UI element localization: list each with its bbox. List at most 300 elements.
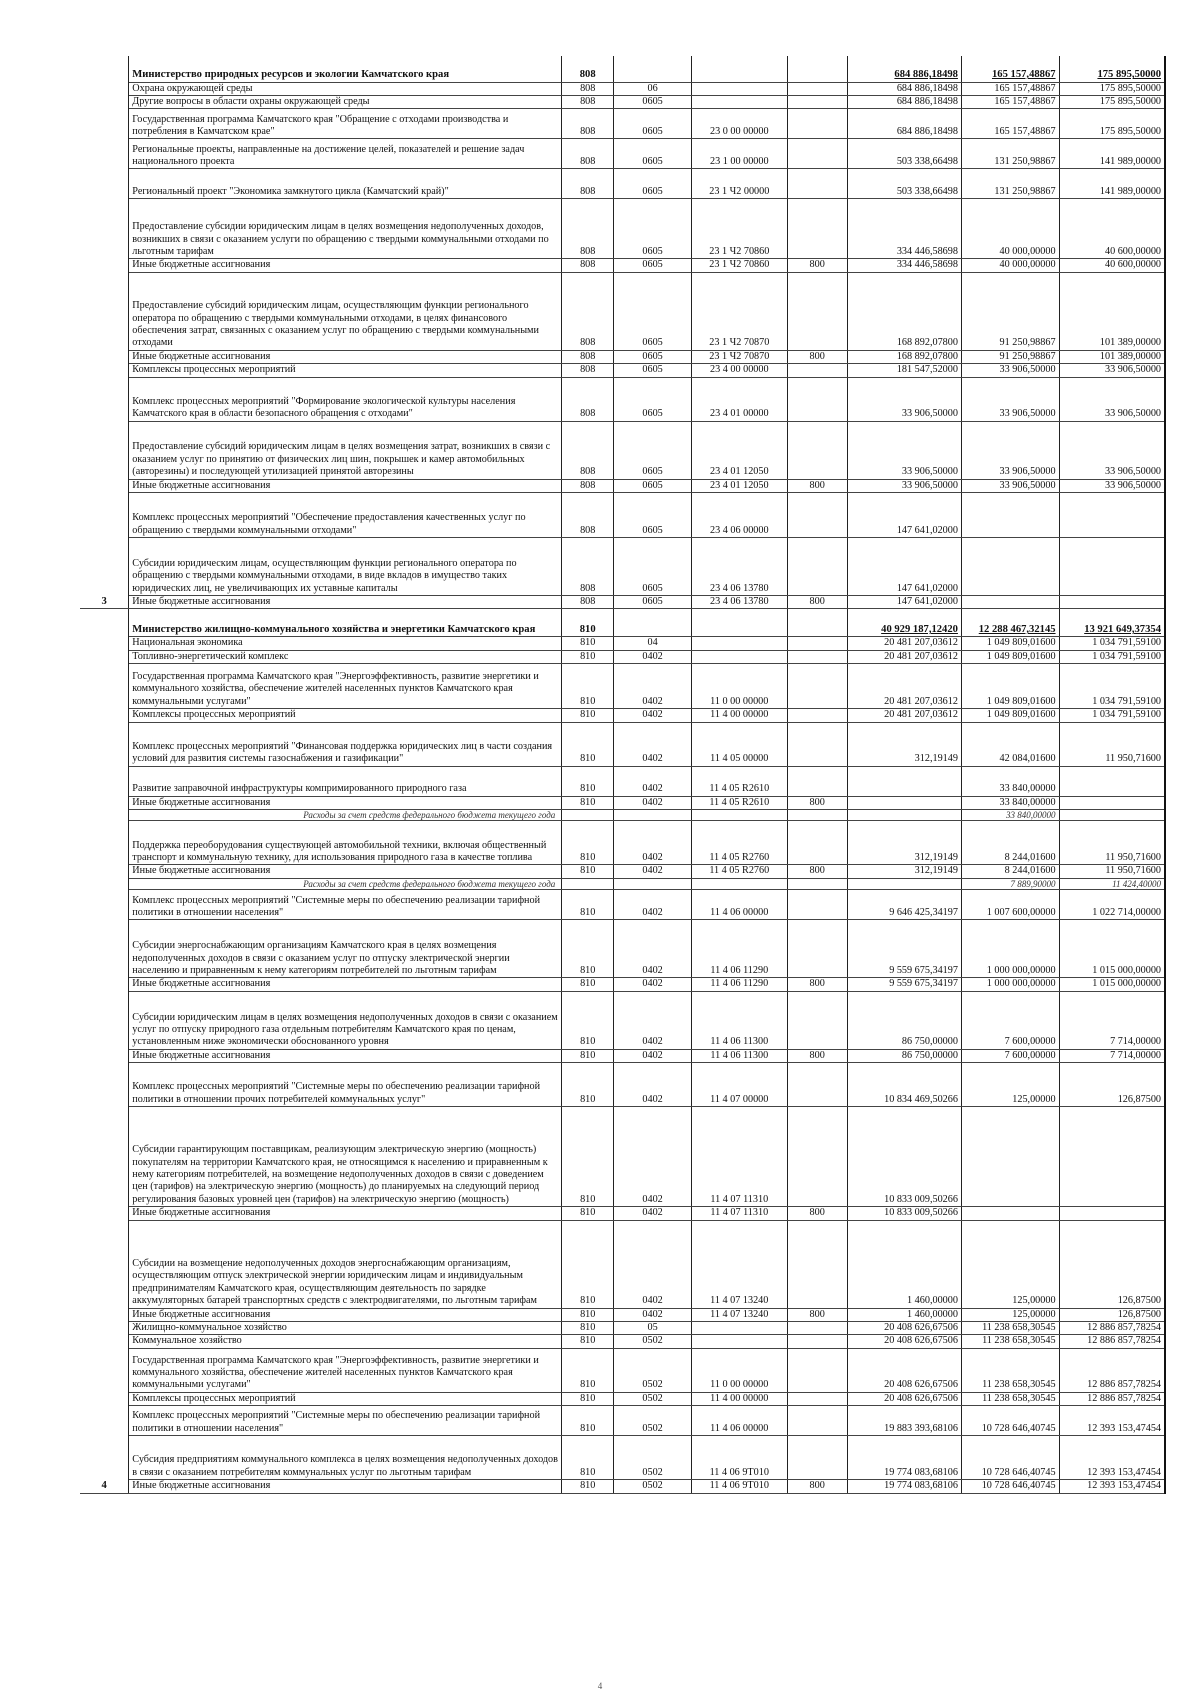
cell-grbs: 810 — [562, 709, 614, 722]
cell-expense-type — [787, 1322, 847, 1335]
table-row — [80, 1308, 1165, 1321]
cell-amount-year2: 33 906,50000 — [961, 479, 1059, 492]
cell-section: 0402 — [614, 722, 692, 766]
cell-grbs: 810 — [562, 991, 614, 1049]
cell-amount-year2: 8 244,01600 — [961, 821, 1059, 865]
table-row — [80, 109, 1165, 139]
cell-grbs: 810 — [562, 637, 614, 650]
cell-amount-year2: 1 049 809,01600 — [961, 650, 1059, 663]
cell-expense-type — [787, 991, 847, 1049]
cell-amount-year2 — [961, 595, 1059, 608]
cell-name: Иные бюджетные ассигнования — [129, 978, 562, 991]
table-row — [80, 709, 1165, 722]
cell-name: Субсидии энергоснабжающим организациям Камчатского края в целях возмещения недополученных доходов в связи с оказанием услуг по отпуску электрической энергии населению и приравненным к нему категориям потребителей по льготным тарифам — [129, 920, 562, 978]
cell-amount-year3: 11 950,71600 — [1059, 722, 1165, 766]
cell-amount-year3: 33 906,50000 — [1059, 421, 1165, 479]
cell-amount-year3: 141 989,00000 — [1059, 169, 1165, 199]
cell-amount-year2: 7 889,90000 — [961, 878, 1059, 890]
cell-section: 0402 — [614, 920, 692, 978]
cell-expense-type — [787, 766, 847, 796]
cell-section: 0402 — [614, 766, 692, 796]
cell-expense-type: 800 — [787, 1480, 847, 1493]
cell-target-article: 11 4 05 R2610 — [692, 796, 788, 809]
cell-section: 0402 — [614, 1308, 692, 1321]
cell-target-article: 11 4 06 11290 — [692, 978, 788, 991]
cell-grbs: 810 — [562, 1063, 614, 1107]
cell-section: 0402 — [614, 1107, 692, 1207]
cell-expense-type — [787, 1348, 847, 1392]
cell-amount-year3 — [1059, 492, 1165, 537]
table-row — [80, 1392, 1165, 1405]
cell-target-article — [692, 609, 788, 637]
table-row — [80, 978, 1165, 991]
cell-section: 0605 — [614, 259, 692, 272]
cell-section: 0605 — [614, 350, 692, 363]
cell-expense-type — [787, 537, 847, 595]
cell-amount-year2: 10 728 646,40745 — [961, 1480, 1059, 1493]
cell-section: 0402 — [614, 1049, 692, 1062]
cell-amount-year3: 126,87500 — [1059, 1220, 1165, 1308]
cell-section — [614, 56, 692, 82]
cell-amount-year3 — [1059, 1207, 1165, 1220]
cell-section: 0502 — [614, 1406, 692, 1436]
cell-amount-year1: 334 446,58698 — [847, 199, 961, 259]
cell-section: 04 — [614, 637, 692, 650]
cell-target-article: 23 1 Ч2 70860 — [692, 259, 788, 272]
cell-name: Жилищно-коммунальное хозяйство — [129, 1322, 562, 1335]
cell-grbs: 808 — [562, 537, 614, 595]
cell-expense-type — [787, 650, 847, 663]
cell-target-article: 11 4 00 00000 — [692, 1392, 788, 1405]
cell-expense-type — [787, 1406, 847, 1436]
cell-amount-year1: 33 906,50000 — [847, 421, 961, 479]
cell-amount-year2 — [961, 1207, 1059, 1220]
cell-grbs: 810 — [562, 1308, 614, 1321]
cell-section: 0605 — [614, 492, 692, 537]
cell-target-article: 23 1 00 00000 — [692, 139, 788, 169]
cell-amount-year3: 175 895,50000 — [1059, 82, 1165, 95]
cell-grbs: 810 — [562, 1049, 614, 1062]
cell-grbs: 810 — [562, 1220, 614, 1308]
table-row — [80, 421, 1165, 479]
cell-amount-year3: 12 886 857,78254 — [1059, 1335, 1165, 1348]
cell-amount-year3: 33 906,50000 — [1059, 377, 1165, 421]
cell-amount-year2: 7 600,00000 — [961, 991, 1059, 1049]
ministry-row — [80, 609, 1165, 637]
cell-grbs: 808 — [562, 377, 614, 421]
cell-target-article: 11 4 05 R2610 — [692, 766, 788, 796]
cell-grbs: 810 — [562, 1480, 614, 1493]
table-row — [80, 821, 1165, 865]
cell-name: Комплексы процессных мероприятий — [129, 1392, 562, 1405]
cell-amount-year1: 684 886,18498 — [847, 56, 961, 82]
table-row — [80, 991, 1165, 1049]
cell-amount-year3: 12 886 857,78254 — [1059, 1392, 1165, 1405]
cell-amount-year3 — [1059, 809, 1165, 821]
cell-amount-year3: 40 600,00000 — [1059, 259, 1165, 272]
cell-target-article — [692, 1335, 788, 1348]
cell-name: Иные бюджетные ассигнования — [129, 350, 562, 363]
cell-section — [614, 609, 692, 637]
cell-name: Развитие заправочной инфраструктуры компримированного природного газа — [129, 766, 562, 796]
cell-expense-type: 800 — [787, 1049, 847, 1062]
cell-target-article: 11 4 05 00000 — [692, 722, 788, 766]
cell-amount-year3: 101 389,00000 — [1059, 272, 1165, 350]
cell-amount-year1: 20 481 207,03612 — [847, 650, 961, 663]
cell-amount-year3: 1 034 791,59100 — [1059, 664, 1165, 709]
cell-amount-year2: 131 250,98867 — [961, 169, 1059, 199]
table-row — [80, 650, 1165, 663]
table-row — [80, 890, 1165, 920]
cell-amount-year1 — [847, 878, 961, 890]
cell-amount-year3: 33 906,50000 — [1059, 479, 1165, 492]
cell-section: 0502 — [614, 1392, 692, 1405]
cell-amount-year2: 131 250,98867 — [961, 139, 1059, 169]
cell-amount-year1: 684 886,18498 — [847, 109, 961, 139]
table-row — [80, 1335, 1165, 1348]
cell-amount-year1: 20 408 626,67506 — [847, 1348, 961, 1392]
cell-section: 0605 — [614, 537, 692, 595]
cell-expense-type — [787, 169, 847, 199]
cell-target-article — [692, 56, 788, 82]
cell-amount-year3: 11 424,40000 — [1059, 878, 1165, 890]
cell-name: Региональный проект "Экономика замкнутого цикла (Камчатский край)" — [129, 169, 562, 199]
cell-expense-type — [787, 664, 847, 709]
cell-expense-type — [787, 821, 847, 865]
cell-amount-year2: 1 007 600,00000 — [961, 890, 1059, 920]
cell-name: Региональные проекты, направленные на достижение целей, показателей и решение задач национального проекта — [129, 139, 562, 169]
cell-name: Предоставление субсидий юридическим лицам, осуществляющим функции регионального оператора по обращению с твердыми коммунальными отходами, в целях финансового обеспечения затрат, связанных с оказанием услуг по обращению с твердыми коммунальными отходами — [129, 272, 562, 350]
cell-amount-year3: 101 389,00000 — [1059, 350, 1165, 363]
cell-name: Предоставление субсидий юридическим лицам в целях возмещения затрат, возникших в связи с оказанием услуг по принятию от физических лиц шин, покрышек и камер автомобильных (авторезины) и последующей утилизацией принятой авторезины — [129, 421, 562, 479]
cell-grbs: 810 — [562, 1107, 614, 1207]
cell-expense-type — [787, 492, 847, 537]
cell-amount-year2 — [961, 1107, 1059, 1207]
cell-name: Коммунальное хозяйство — [129, 1335, 562, 1348]
cell-amount-year1: 19 774 083,68106 — [847, 1436, 961, 1480]
cell-amount-year2: 33 840,00000 — [961, 809, 1059, 821]
cell-expense-type: 800 — [787, 796, 847, 809]
table-row — [80, 766, 1165, 796]
cell-name: Иные бюджетные ассигнования — [129, 1207, 562, 1220]
cell-amount-year1: 20 481 207,03612 — [847, 709, 961, 722]
cell-name: Охрана окружающей среды — [129, 82, 562, 95]
cell-amount-year3: 175 895,50000 — [1059, 109, 1165, 139]
cell-section: 0605 — [614, 421, 692, 479]
cell-section: 0502 — [614, 1436, 692, 1480]
cell-name: Министерство природных ресурсов и экологии Камчатского края — [129, 56, 562, 82]
cell-section — [614, 878, 692, 890]
table-row — [80, 1480, 1165, 1493]
cell-target-article: 23 1 Ч2 70870 — [692, 272, 788, 350]
cell-amount-year3 — [1059, 796, 1165, 809]
table-row — [80, 377, 1165, 421]
cell-amount-year3: 12 393 153,47454 — [1059, 1436, 1165, 1480]
table-row — [80, 595, 1165, 608]
cell-grbs: 808 — [562, 350, 614, 363]
cell-target-article: 11 4 05 R2760 — [692, 865, 788, 878]
cell-target-article: 11 0 00 00000 — [692, 1348, 788, 1392]
cell-expense-type — [787, 82, 847, 95]
cell-expense-type — [787, 1436, 847, 1480]
cell-amount-year2: 165 157,48867 — [961, 82, 1059, 95]
cell-name: Государственная программа Камчатского края "Энергоэффективность, развитие энергетики и коммунального хозяйства, обеспечение жителей населенных пунктов Камчатского края коммунальными услугами" — [129, 664, 562, 709]
cell-amount-year2: 33 840,00000 — [961, 796, 1059, 809]
cell-section: 0605 — [614, 109, 692, 139]
cell-amount-year3: 11 950,71600 — [1059, 821, 1165, 865]
cell-amount-year2: 165 157,48867 — [961, 109, 1059, 139]
table-row — [80, 1207, 1165, 1220]
cell-expense-type — [787, 878, 847, 890]
cell-amount-year3: 7 714,00000 — [1059, 991, 1165, 1049]
cell-expense-type — [787, 109, 847, 139]
cell-amount-year1: 20 408 626,67506 — [847, 1322, 961, 1335]
cell-amount-year3: 12 886 857,78254 — [1059, 1348, 1165, 1392]
cell-amount-year3: 1 015 000,00000 — [1059, 920, 1165, 978]
cell-amount-year2: 10 728 646,40745 — [961, 1436, 1059, 1480]
cell-amount-year1: 147 641,02000 — [847, 492, 961, 537]
cell-amount-year1: 33 906,50000 — [847, 377, 961, 421]
cell-section: 0605 — [614, 272, 692, 350]
cell-section: 0402 — [614, 796, 692, 809]
cell-expense-type: 800 — [787, 350, 847, 363]
cell-grbs: 810 — [562, 722, 614, 766]
cell-section: 0402 — [614, 664, 692, 709]
cell-name: Национальная экономика — [129, 637, 562, 650]
cell-expense-type — [787, 56, 847, 82]
cell-target-article: 23 4 06 13780 — [692, 595, 788, 608]
table-row — [80, 169, 1165, 199]
cell-amount-year2: 40 000,00000 — [961, 259, 1059, 272]
cell-section: 0502 — [614, 1348, 692, 1392]
cell-grbs: 810 — [562, 664, 614, 709]
cell-grbs: 810 — [562, 865, 614, 878]
cell-amount-year1: 20 408 626,67506 — [847, 1392, 961, 1405]
cell-amount-year2: 33 906,50000 — [961, 421, 1059, 479]
cell-target-article: 23 4 00 00000 — [692, 364, 788, 377]
cell-amount-year2: 125,00000 — [961, 1063, 1059, 1107]
table-row — [80, 920, 1165, 978]
cell-amount-year2: 1 000 000,00000 — [961, 920, 1059, 978]
cell-amount-year2: 125,00000 — [961, 1220, 1059, 1308]
cell-amount-year3 — [1059, 766, 1165, 796]
table-row — [80, 479, 1165, 492]
cell-section: 0605 — [614, 377, 692, 421]
cell-amount-year2: 1 049 809,01600 — [961, 664, 1059, 709]
cell-section: 0605 — [614, 95, 692, 108]
ministry-row — [80, 56, 1165, 82]
cell-target-article — [692, 809, 788, 821]
federal-funds-note-row — [80, 878, 1165, 890]
cell-expense-type — [787, 609, 847, 637]
cell-amount-year3: 175 895,50000 — [1059, 95, 1165, 108]
cell-amount-year1: 312,19149 — [847, 722, 961, 766]
cell-section: 0605 — [614, 479, 692, 492]
cell-amount-year2: 165 157,48867 — [961, 95, 1059, 108]
cell-amount-year1: 19 883 393,68106 — [847, 1406, 961, 1436]
cell-name: Субсидии на возмещение недополученных доходов энергоснабжающим организациям, осуществляющим отпуск электрической энергии юридическим лицам и индивидуальным предпринимателям Камчатского края, осуществляющим деятельность по зарядке аккумуляторных батарей транспортных средств с электродвигателями, по льготным тарифам — [129, 1220, 562, 1308]
cell-amount-year2 — [961, 537, 1059, 595]
cell-target-article: 23 4 01 12050 — [692, 421, 788, 479]
cell-amount-year2: 91 250,98867 — [961, 350, 1059, 363]
cell-grbs: 808 — [562, 272, 614, 350]
cell-target-article: 11 4 07 11310 — [692, 1207, 788, 1220]
cell-target-article — [692, 878, 788, 890]
table-row — [80, 1348, 1165, 1392]
cell-target-article — [692, 1322, 788, 1335]
federal-funds-note-row — [80, 809, 1165, 821]
table-row — [80, 139, 1165, 169]
cell-name: Иные бюджетные ассигнования — [129, 479, 562, 492]
cell-target-article — [692, 82, 788, 95]
cell-amount-year1: 20 481 207,03612 — [847, 637, 961, 650]
cell-section: 0605 — [614, 364, 692, 377]
cell-section: 0402 — [614, 991, 692, 1049]
cell-name: Иные бюджетные ассигнования — [129, 1049, 562, 1062]
cell-section: 0402 — [614, 890, 692, 920]
cell-grbs: 810 — [562, 1335, 614, 1348]
table-row — [80, 1322, 1165, 1335]
cell-section: 0402 — [614, 709, 692, 722]
table-row — [80, 1107, 1165, 1207]
table-row — [80, 199, 1165, 259]
cell-expense-type — [787, 1107, 847, 1207]
cell-expense-type — [787, 1063, 847, 1107]
cell-grbs: 810 — [562, 1436, 614, 1480]
table-row — [80, 796, 1165, 809]
budget-table — [80, 56, 1166, 1494]
cell-amount-year2: 10 728 646,40745 — [961, 1406, 1059, 1436]
cell-amount-year3: 1 034 791,59100 — [1059, 650, 1165, 663]
cell-amount-year3: 12 886 857,78254 — [1059, 1322, 1165, 1335]
cell-name: Комплексы процессных мероприятий — [129, 364, 562, 377]
cell-amount-year3: 126,87500 — [1059, 1308, 1165, 1321]
cell-name: Субсидии юридическим лицам в целях возмещения недополученных доходов в связи с оказанием услуг по отпуску природного газа отдельным потребителям Камчатского края по ценам, установленным ниже экономически обоснованного уровня — [129, 991, 562, 1049]
cell-expense-type — [787, 199, 847, 259]
cell-amount-year2: 33 840,00000 — [961, 766, 1059, 796]
budget-table-body — [80, 56, 1165, 1493]
cell-name: Комплексы процессных мероприятий — [129, 709, 562, 722]
cell-expense-type — [787, 139, 847, 169]
cell-amount-year2: 1 049 809,01600 — [961, 709, 1059, 722]
cell-section: 0402 — [614, 1063, 692, 1107]
cell-grbs: 810 — [562, 1322, 614, 1335]
cell-section: 0605 — [614, 139, 692, 169]
cell-target-article: 11 4 00 00000 — [692, 709, 788, 722]
cell-target-article: 11 4 07 13240 — [692, 1308, 788, 1321]
cell-target-article: 11 4 06 9Т010 — [692, 1480, 788, 1493]
table-row — [80, 1436, 1165, 1480]
cell-expense-type: 800 — [787, 595, 847, 608]
cell-expense-type — [787, 95, 847, 108]
cell-amount-year2: 11 238 658,30545 — [961, 1348, 1059, 1392]
cell-item-number: 4 — [80, 609, 129, 1493]
cell-grbs: 808 — [562, 139, 614, 169]
cell-grbs: 810 — [562, 1348, 614, 1392]
cell-amount-year2 — [961, 492, 1059, 537]
cell-target-article: 11 4 07 11310 — [692, 1107, 788, 1207]
cell-name: Субсидии юридическим лицам, осуществляющим функции регионального оператора по обращению с твердыми коммунальными отходами, в виде вкладов в имущество таких юридических лиц, не увеличивающих их уставные капиталы — [129, 537, 562, 595]
table-row — [80, 364, 1165, 377]
cell-amount-year3: 12 393 153,47454 — [1059, 1480, 1165, 1493]
cell-amount-year1: 147 641,02000 — [847, 537, 961, 595]
cell-section: 0605 — [614, 595, 692, 608]
cell-grbs: 810 — [562, 766, 614, 796]
cell-amount-year1: 20 481 207,03612 — [847, 664, 961, 709]
cell-amount-year3: 13 921 649,37354 — [1059, 609, 1165, 637]
cell-expense-type — [787, 377, 847, 421]
cell-target-article — [692, 637, 788, 650]
cell-grbs: 810 — [562, 1207, 614, 1220]
cell-name: Иные бюджетные ассигнования — [129, 1308, 562, 1321]
cell-target-article: 23 1 Ч2 70870 — [692, 350, 788, 363]
cell-amount-year1: 503 338,66498 — [847, 169, 961, 199]
cell-name: Государственная программа Камчатского края "Обращение с отходами производства и потребления в Камчатском крае" — [129, 109, 562, 139]
table-row — [80, 95, 1165, 108]
table-row — [80, 350, 1165, 363]
cell-amount-year2: 8 244,01600 — [961, 865, 1059, 878]
cell-amount-year2: 12 288 467,32145 — [961, 609, 1059, 637]
cell-amount-year3 — [1059, 1107, 1165, 1207]
cell-name: Субсидия предприятиям коммунального комплекса в целях возмещения недополученных доходов в связи с оказанием потребителям коммунальных услуг по льготным тарифам — [129, 1436, 562, 1480]
cell-grbs: 808 — [562, 479, 614, 492]
cell-amount-year3: 1 034 791,59100 — [1059, 637, 1165, 650]
cell-grbs: 808 — [562, 492, 614, 537]
cell-target-article — [692, 650, 788, 663]
cell-amount-year1: 86 750,00000 — [847, 991, 961, 1049]
table-row — [80, 1220, 1165, 1308]
cell-amount-year1 — [847, 809, 961, 821]
cell-amount-year1: 10 834 469,50266 — [847, 1063, 961, 1107]
cell-target-article: 23 1 Ч2 70860 — [692, 199, 788, 259]
cell-grbs: 808 — [562, 56, 614, 82]
cell-amount-year2: 1 049 809,01600 — [961, 637, 1059, 650]
cell-name: Комплекс процессных мероприятий "Системные меры по обеспечению реализации тарифной политики в отношении населения" — [129, 1406, 562, 1436]
cell-item-number: 3 — [80, 56, 129, 609]
cell-expense-type: 800 — [787, 479, 847, 492]
cell-target-article: 11 4 05 R2760 — [692, 821, 788, 865]
table-row — [80, 865, 1165, 878]
cell-name: Другие вопросы в области охраны окружающей среды — [129, 95, 562, 108]
cell-amount-year2: 11 238 658,30545 — [961, 1322, 1059, 1335]
cell-amount-year1: 684 886,18498 — [847, 82, 961, 95]
cell-amount-year2: 7 600,00000 — [961, 1049, 1059, 1062]
cell-section: 0402 — [614, 865, 692, 878]
cell-amount-year2: 165 157,48867 — [961, 56, 1059, 82]
cell-expense-type — [787, 809, 847, 821]
cell-target-article: 11 4 06 11290 — [692, 920, 788, 978]
cell-grbs: 808 — [562, 109, 614, 139]
cell-amount-year2: 42 084,01600 — [961, 722, 1059, 766]
cell-section — [614, 809, 692, 821]
cell-amount-year3: 33 906,50000 — [1059, 364, 1165, 377]
cell-amount-year2: 91 250,98867 — [961, 272, 1059, 350]
cell-amount-year1: 1 460,00000 — [847, 1220, 961, 1308]
cell-target-article: 11 4 07 13240 — [692, 1220, 788, 1308]
cell-name: Расходы за счет средств федерального бюджета текущего года — [129, 809, 562, 821]
cell-section: 0402 — [614, 978, 692, 991]
cell-grbs: 810 — [562, 920, 614, 978]
cell-expense-type — [787, 364, 847, 377]
cell-amount-year1: 33 906,50000 — [847, 479, 961, 492]
cell-amount-year1 — [847, 796, 961, 809]
cell-grbs: 810 — [562, 1406, 614, 1436]
cell-amount-year1: 312,19149 — [847, 821, 961, 865]
cell-grbs: 808 — [562, 259, 614, 272]
cell-amount-year1 — [847, 766, 961, 796]
cell-name: Комплекс процессных мероприятий "Формирование экологической культуры населения Камчатского края в области безопасного обращения с отходами" — [129, 377, 562, 421]
cell-name: Иные бюджетные ассигнования — [129, 259, 562, 272]
